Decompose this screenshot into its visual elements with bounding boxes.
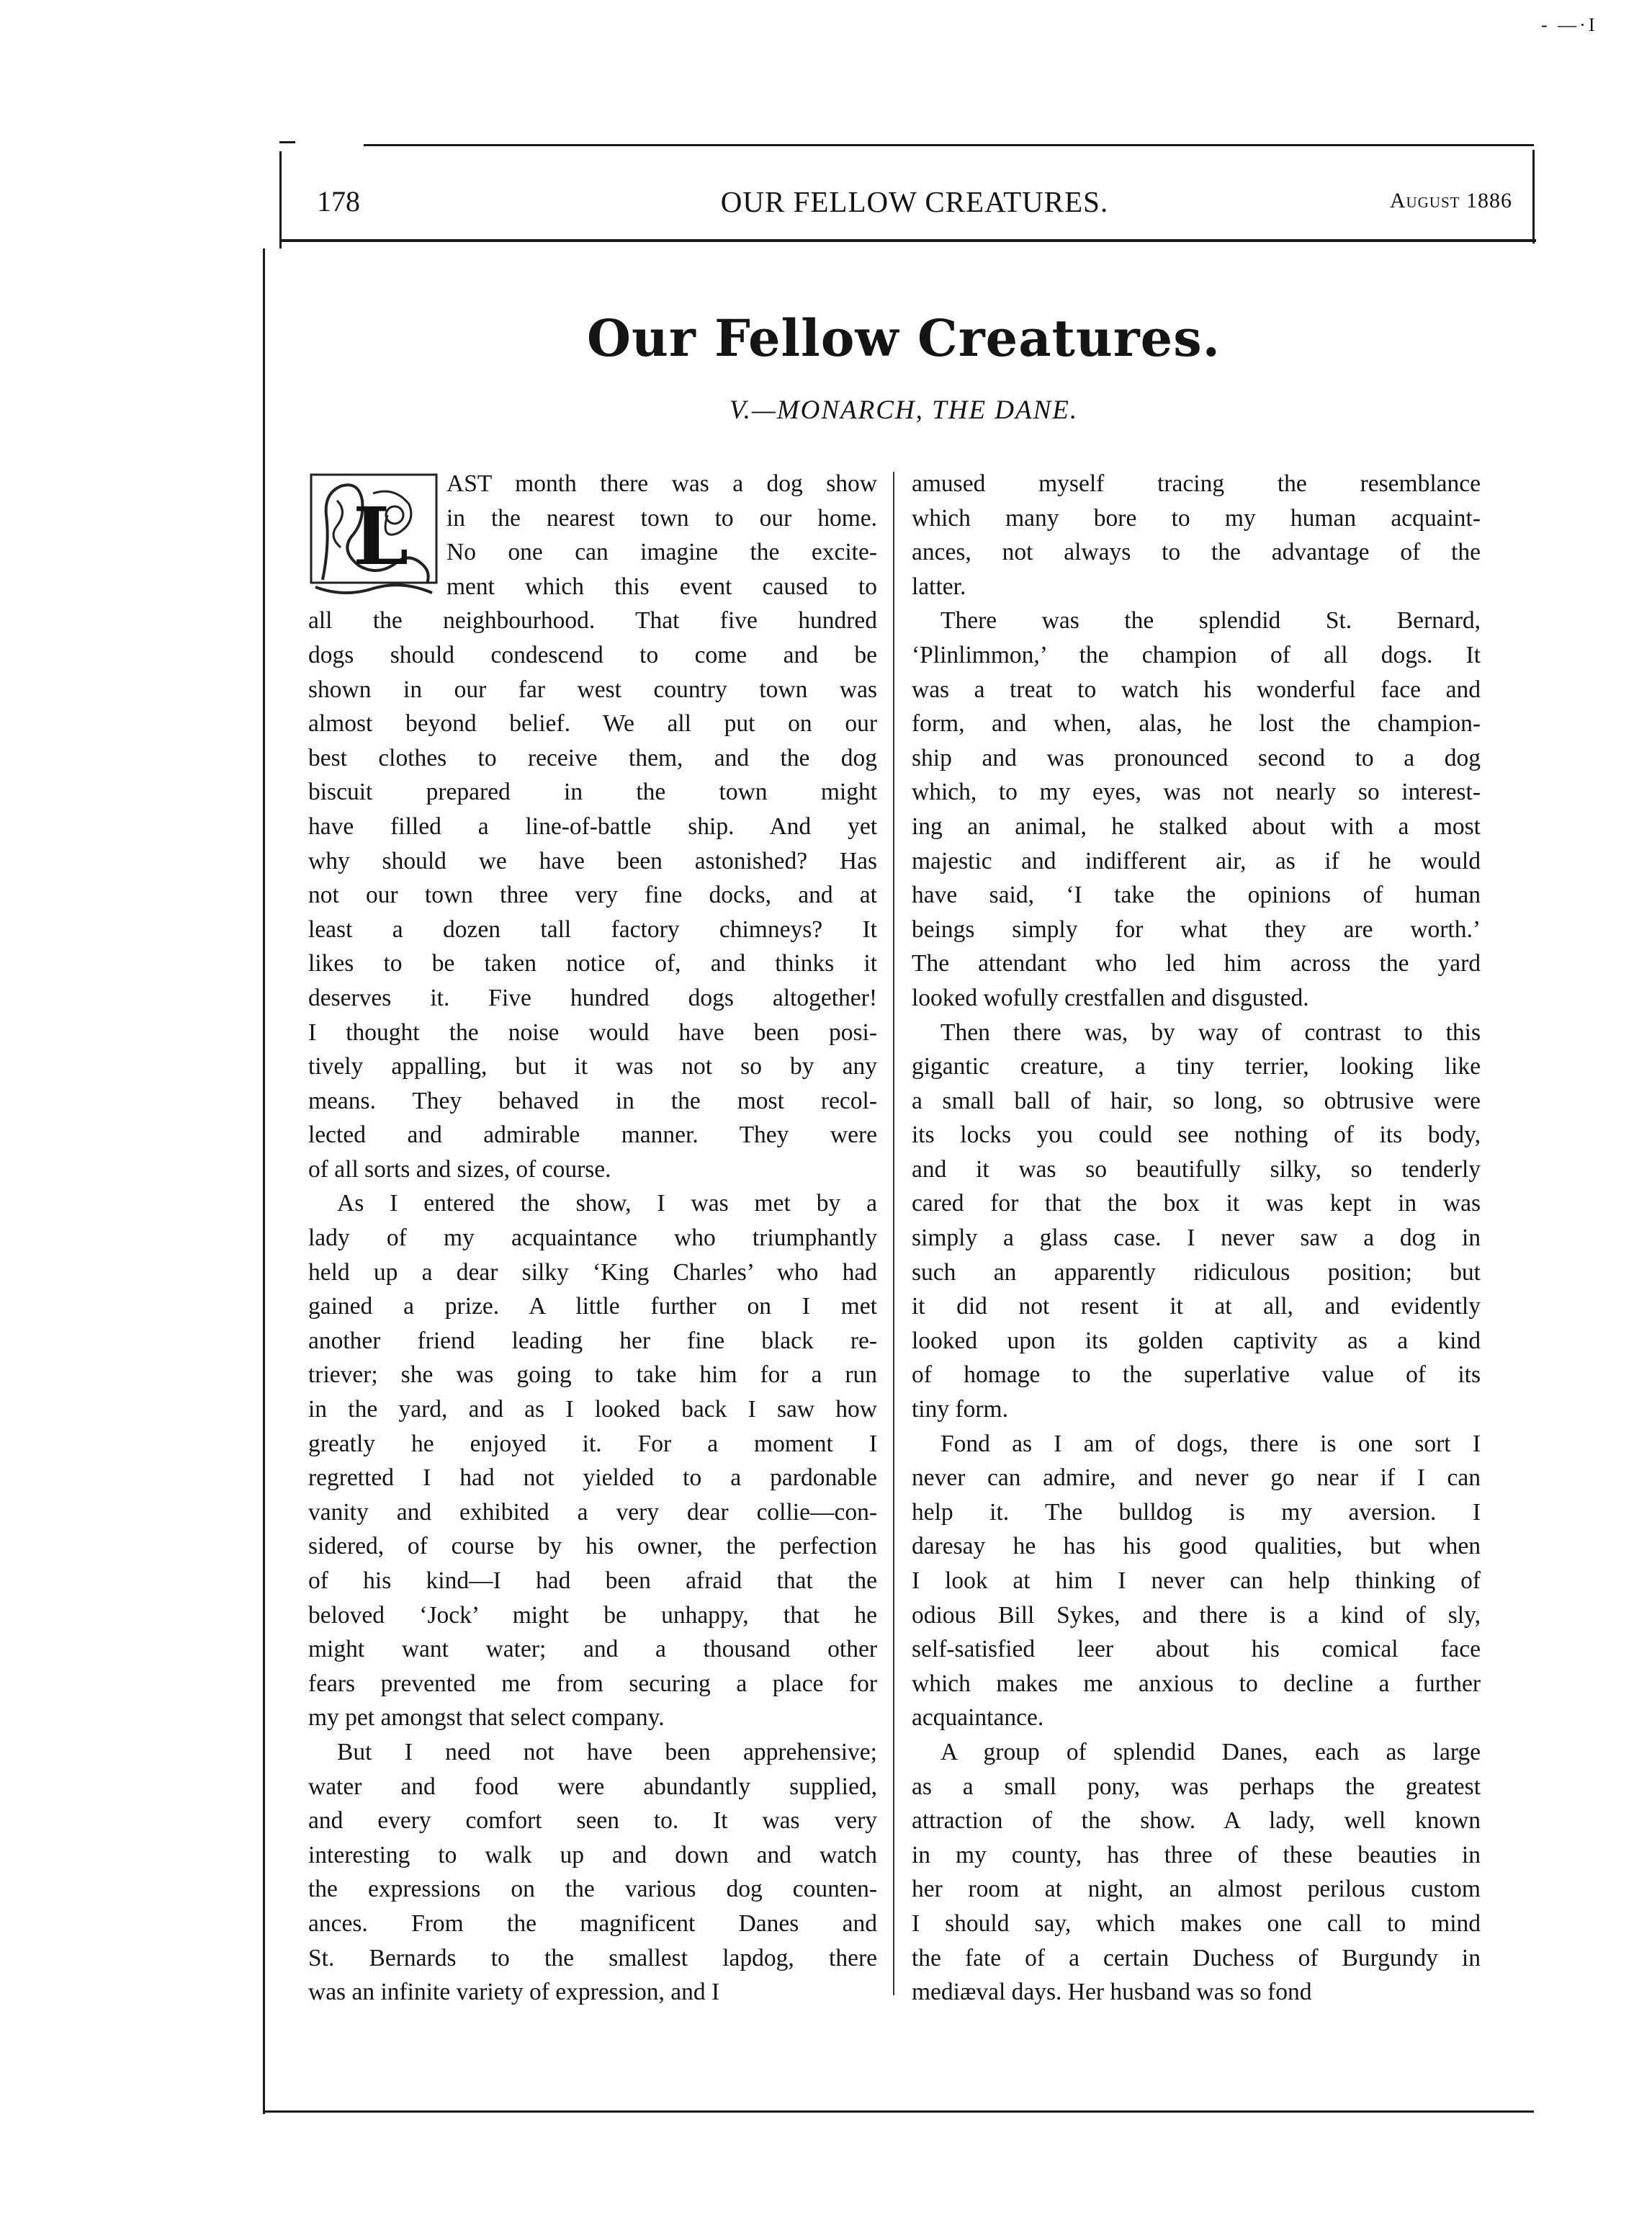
text-line: which makes me anxious to decline a further xyxy=(912,1670,1481,1697)
text-line: almost beyond belief. We all put on our xyxy=(308,710,877,738)
text-line: triever; she was going to take him for a run xyxy=(308,1361,877,1389)
text-line: as a small pony, was perhaps the greatest xyxy=(912,1773,1481,1800)
text-line: amused myself tracing the resemblance xyxy=(912,470,1481,497)
text-line: of all sorts and sizes, of course. xyxy=(308,1155,611,1183)
text-line: why should we have been astonished? Has xyxy=(308,847,877,874)
text-line: simply a glass case. I never saw a dog in xyxy=(912,1225,1481,1252)
text-column-right xyxy=(912,467,1481,2010)
text-line: best clothes to receive them, and the dog xyxy=(308,744,877,771)
text-line: Then there was, by way of contrast to this xyxy=(941,1019,1481,1046)
text-line: vanity and exhibited a very dear collie—con- xyxy=(308,1498,877,1526)
text-line: looked wofully crestfallen and disgusted. xyxy=(912,984,1309,1011)
text-column-left xyxy=(308,467,877,2010)
text-line: The attendant who led him across the yard xyxy=(912,950,1481,977)
text-line: ship and was pronounced second to a dog xyxy=(912,744,1481,771)
text-line: lected and admirable manner. They were xyxy=(308,1122,877,1149)
text-line: my pet amongst that select company. xyxy=(308,1704,665,1732)
text-line: it did not resent it at all, and evidently xyxy=(912,1293,1481,1320)
text-line: acquaintance. xyxy=(912,1704,1044,1732)
text-line: all the neighbourhood. That five hundred xyxy=(308,607,877,635)
text-line: was a treat to watch his wonderful face and xyxy=(912,676,1481,703)
text-line: shown in our far west country town was xyxy=(308,676,877,703)
text-line: have said, ‘I take the opinions of human xyxy=(912,882,1481,909)
text-line: in my county, has three of these beauties in xyxy=(912,1841,1481,1868)
text-line: fears prevented me from securing a place for xyxy=(308,1670,877,1697)
text-line: her room at night, an almost perilous custom xyxy=(912,1876,1481,1903)
text-line: St. Bernards to the smallest lapdog, there xyxy=(308,1944,877,1971)
right-border xyxy=(1532,150,1535,243)
text-line: But I need not have been apprehensive; xyxy=(337,1738,877,1765)
text-line: I should say, which makes one call to mind xyxy=(912,1910,1481,1937)
text-line: help it. The bulldog is my aversion. I xyxy=(912,1498,1481,1526)
text-line: ‘Plinlimmon,’ the champion of all dogs. It xyxy=(912,641,1481,668)
text-line: and every comfort seen to. It was very xyxy=(308,1807,877,1835)
text-line: gigantic creature, a tiny terrier, looking like xyxy=(912,1053,1481,1080)
text-line: tiny form. xyxy=(912,1396,1008,1423)
text-line: AST month there was a dog show xyxy=(446,470,877,497)
text-line: daresay he has his good qualities, but when xyxy=(912,1533,1481,1560)
text-line: was an infinite variety of expression, and I xyxy=(308,1979,720,2006)
text-line: Fond as I am of dogs, there is one sort I xyxy=(941,1430,1481,1457)
text-line: least a dozen tall factory chimneys? It xyxy=(308,915,877,943)
page-number: 178 xyxy=(317,185,360,218)
drop-cap-letter: L xyxy=(353,490,409,583)
text-line: held up a dear silky ‘King Charles’ who had xyxy=(308,1258,877,1286)
bottom-rule xyxy=(263,2110,1534,2113)
text-line: its locks you could see nothing of its body, xyxy=(912,1122,1481,1149)
text-line: ment which this event caused to xyxy=(446,573,877,600)
text-line: never can admire, and never go near if I can xyxy=(912,1464,1481,1492)
text-line: attraction of the show. A lady, well known xyxy=(912,1807,1481,1835)
text-line: of his kind—I had been afraid that the xyxy=(308,1567,877,1594)
text-line: odious Bill Sykes, and there is a kind of sly, xyxy=(912,1601,1481,1629)
text-line: which many bore to my human acquaint- xyxy=(912,504,1481,532)
text-line: another friend leading her fine black re- xyxy=(308,1327,877,1354)
text-line: majestic and indifferent air, as if he would xyxy=(912,847,1481,874)
text-line: likes to be taken notice of, and thinks it xyxy=(308,950,877,977)
text-line: dogs should condescend to come and be xyxy=(308,641,877,668)
text-line: ances, not always to the advantage of the xyxy=(912,539,1481,566)
text-line: the expressions on the various dog counten- xyxy=(308,1876,877,1903)
text-line: mediæval days. Her husband was so fond xyxy=(912,1979,1312,2006)
text-line: a small ball of hair, so long, so obtrusive were xyxy=(912,1087,1481,1114)
text-line: deserves it. Five hundred dogs altogether! xyxy=(308,984,877,1011)
left-border xyxy=(263,249,265,2114)
text-line: in the nearest town to our home. xyxy=(446,504,877,532)
text-line: not our town three very fine docks, and at xyxy=(308,882,877,909)
text-line: in the yard, and as I looked back I saw how xyxy=(308,1396,877,1423)
text-line: beings simply for what they are worth.’ xyxy=(912,915,1481,943)
text-line: ances. From the magnificent Danes and xyxy=(308,1910,877,1937)
text-line: and it was so beautifully silky, so tenderly xyxy=(912,1155,1481,1183)
running-title: OUR FELLOW CREATURES. xyxy=(720,185,1109,218)
top-rule xyxy=(364,144,1534,146)
text-line: interesting to walk up and down and watch xyxy=(308,1841,877,1868)
page-header xyxy=(317,184,1512,228)
left-border-upper xyxy=(279,151,282,249)
text-line: tively appalling, but it was not so by any xyxy=(308,1053,877,1080)
corner-mark: - —·I xyxy=(1541,14,1598,35)
text-line: biscuit prepared in the town might xyxy=(308,779,877,806)
text-line: water and food were abundantly supplied, xyxy=(308,1773,877,1800)
text-line: beloved ‘Jock’ might be unhappy, that he xyxy=(308,1601,877,1629)
text-line: greatly he enjoyed it. For a moment I xyxy=(308,1430,877,1457)
text-line: form, and when, alas, he lost the champion- xyxy=(912,710,1481,738)
text-line: No one can imagine the excite- xyxy=(446,539,877,566)
article-subtitle: V.—MONARCH, THE DANE. xyxy=(729,395,1079,425)
text-line: self-satisfied leer about his comical face xyxy=(912,1636,1481,1663)
text-line: regretted I had not yielded to a pardonable xyxy=(308,1464,877,1492)
issue-date: August 1886 xyxy=(1389,189,1512,212)
column-divider xyxy=(893,472,894,1995)
text-line: means. They behaved in the most recol- xyxy=(308,1087,877,1114)
text-line: such an apparently ridiculous position; but xyxy=(912,1258,1481,1286)
header-rule xyxy=(279,239,1536,242)
text-line: sidered, of course by his owner, the perfection xyxy=(308,1533,877,1560)
text-line: There was the splendid St. Bernard, xyxy=(941,607,1481,635)
text-line: have filled a line-of-battle ship. And yet xyxy=(308,812,877,840)
top-rule-short xyxy=(279,141,295,143)
text-line: I thought the noise would have been posi- xyxy=(308,1019,877,1046)
text-line: As I entered the show, I was met by a xyxy=(337,1190,877,1217)
text-line: ing an animal, he stalked about with a most xyxy=(912,812,1481,840)
text-line: A group of splendid Danes, each as large xyxy=(941,1738,1481,1765)
text-line: looked upon its golden captivity as a kind xyxy=(912,1327,1481,1354)
text-line: cared for that the box it was kept in was xyxy=(912,1190,1481,1217)
text-line: the fate of a certain Duchess of Burgundy in xyxy=(912,1944,1481,1971)
text-line: lady of my acquaintance who triumphantly xyxy=(308,1225,877,1252)
text-line: gained a prize. A little further on I met xyxy=(308,1293,877,1320)
text-line: which, to my eyes, was not nearly so interest- xyxy=(912,779,1481,806)
article-title: Our Fellow Creatures. xyxy=(587,308,1221,368)
text-line: might want water; and a thousand other xyxy=(308,1636,877,1663)
text-line: I look at him I never can help thinking of xyxy=(912,1567,1481,1594)
text-line: of homage to the superlative value of its xyxy=(912,1361,1481,1389)
text-line: latter. xyxy=(912,573,966,600)
